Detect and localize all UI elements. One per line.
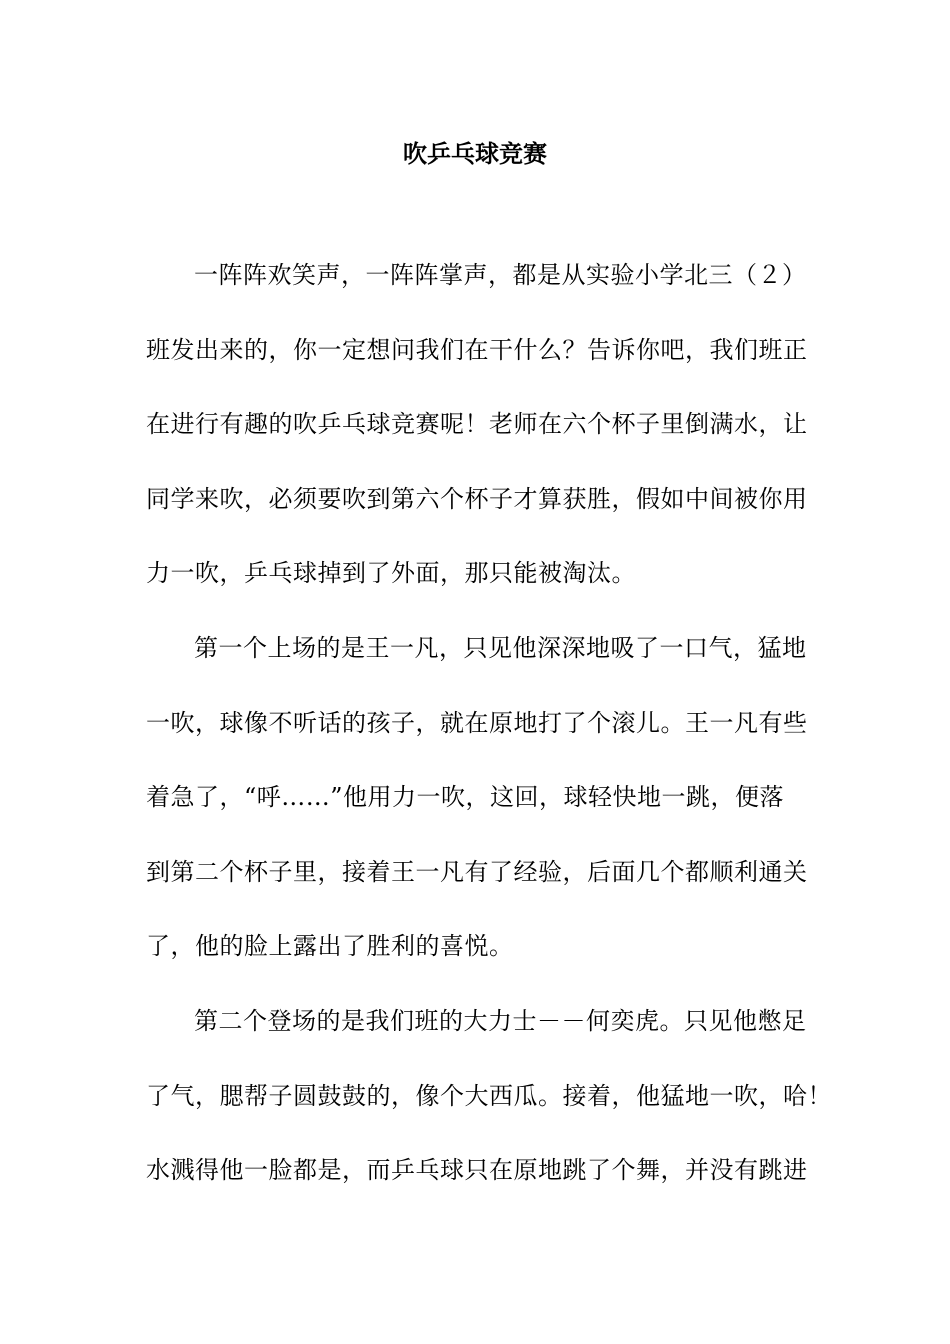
paragraph-2-line-5: 了，他的脸上露出了胜利的喜悦。 — [146, 932, 514, 961]
document-body — [146, 255, 836, 1225]
paragraph-1-line-4: 同学来吹，必须要吹到第六个杯子才算获胜，假如中间被你用 — [146, 484, 808, 513]
paragraph-1-line-1: 一阵阵欢笑声，一阵阵掌声，都是从实验小学北三（２） — [194, 261, 807, 289]
paragraph-1-line-2: 班发出来的，你一定想问我们在干什么？告诉你吧，我们班正 — [146, 335, 808, 364]
paragraph-3-line-2: 了气，腮帮子圆鼓鼓的，像个大西瓜。接着，他猛地一吹，哈！ — [146, 1081, 832, 1110]
paragraph-2-line-1: 第一个上场的是王一凡，只见他深深地吸了一口气，猛地 — [194, 633, 807, 662]
paragraph-2-line-4: 到第二个杯子里，接着王一凡有了经验，后面几个都顺利通关 — [146, 857, 808, 886]
paragraph-1-line-3: 在进行有趣的吹乒乓球竞赛呢！老师在六个杯子里倒满水，让 — [146, 410, 808, 439]
paragraph-3-line-3: 水溅得他一脸都是，而乒乓球只在原地跳了个舞，并没有跳进 — [146, 1156, 808, 1185]
paragraph-2-line-2: 一吹，球像不听话的孩子，就在原地打了个滚儿。王一凡有些 — [146, 708, 808, 737]
paragraph-1-line-5: 力一吹，乒乓球掉到了外面，那只能被淘汰。 — [146, 559, 636, 588]
paragraph-2-line-3: 着急了，“呼……”他用力一吹，这回，球轻快地一跳，便落 — [146, 783, 785, 812]
document-title: 吹乒乓球竞赛 — [403, 139, 547, 168]
paragraph-3-line-1: 第二个登场的是我们班的大力士－－何奕虎。只见他憋足 — [194, 1006, 807, 1035]
